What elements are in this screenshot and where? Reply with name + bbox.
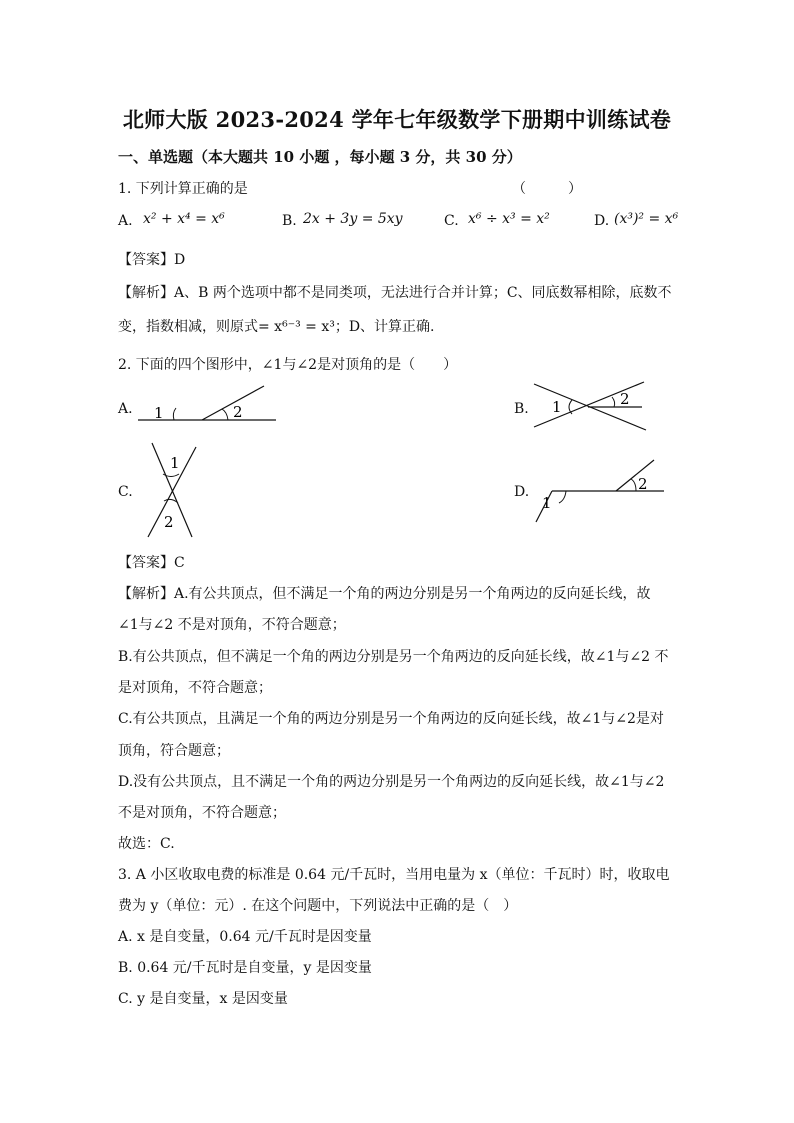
q2-analysis-line5: C.有公共顶点，且满足一个角的两边分别是另一个角两边的反向延长线，故∠1与∠2是对 (118, 711, 664, 727)
q2-answer: 【答案】C (118, 555, 185, 571)
q2-analysis-line1: 【解析】A.有公共顶点，但不满足一个角的两边分别是另一个角两边的反向延长线，故 (118, 586, 651, 602)
q3-option-c: C. y 是自变量，x 是因变量 (118, 991, 288, 1007)
figure-b (532, 380, 650, 434)
q2-analysis-line2: ∠1与∠2 不是对顶角，不符合题意； (118, 617, 346, 633)
fig-c-label: C. (118, 484, 133, 500)
q1-option-a-math: x² + x⁴ = x⁶ (143, 211, 225, 227)
q1-analysis-line1: 【解析】A、B 两个选项中都不是同类项，无法进行合并计算；C、同底数幂相除，底数不 (118, 285, 672, 301)
q3-stem-line1: 3. A 小区收取电费的标准是 0.64 元/千瓦时，当用电量为 x（单位：千瓦时）时，收取电 (118, 867, 670, 883)
q1-option-d-math: (x³)² = x⁶ (614, 211, 679, 227)
q1-option-a-label: A. (118, 213, 133, 229)
q1-analysis-line2: 变，指数相减，则原式= x⁶⁻³ = x³；D、计算正确. (118, 319, 435, 335)
fig-a-angle-1: 1 (154, 404, 164, 422)
figure-d (534, 456, 666, 526)
fig-d-angle-1: 1 (542, 494, 552, 512)
q3-stem-line2: 费为 y（单位：元）. 在这个问题中，下列说法中正确的是（ ） (118, 898, 518, 914)
q2-analysis-line3: B.有公共顶点，但不满足一个角的两边分别是另一个角两边的反向延长线，故∠1与∠2 不 (118, 649, 669, 665)
q2-analysis-line4: 是对顶角，不符合题意； (118, 680, 272, 696)
figure-a (136, 382, 280, 426)
q1-stem: 1. 下列计算正确的是 (118, 181, 248, 197)
fig-b-label: B. (514, 401, 529, 417)
q2-analysis-line6: 顶角，符合题意； (118, 743, 230, 759)
q2-analysis-line9: 故选：C. (118, 836, 175, 852)
q3-option-a: A. x 是自变量，0.64 元/千瓦时是因变量 (118, 929, 372, 945)
fig-d-label: D. (514, 484, 530, 500)
fig-d-angle-2: 2 (638, 475, 648, 493)
q2-analysis-line8: 不是对顶角，不符合题意； (118, 805, 286, 821)
figure-c (138, 441, 206, 539)
q1-option-c-math: x⁶ ÷ x³ = x² (468, 211, 550, 227)
q1-option-b-math: 2x + 3y = 5xy (303, 211, 403, 227)
fig-c-angle-1: 1 (170, 454, 180, 472)
q1-answer: 【答案】D (118, 252, 186, 268)
q2-analysis-line7: D.没有公共顶点，且不满足一个角的两边分别是另一个角两边的反向延长线，故∠1与∠2 (118, 774, 665, 790)
q1-option-c-label: C. (444, 213, 459, 229)
q2-stem: 2. 下面的四个图形中，∠1与∠2是对顶角的是（ ） (118, 357, 458, 373)
q1-option-b-label: B. (282, 213, 297, 229)
q3-option-b: B. 0.64 元/千瓦时是自变量，y 是因变量 (118, 960, 372, 976)
fig-a-angle-2: 2 (233, 403, 243, 421)
q1-bracket: （ ） (512, 181, 582, 197)
q1-option-d-label: D. (594, 213, 610, 229)
page-title: 北师大版 2023-2024 学年七年级数学下册期中训练试卷 (122, 107, 672, 132)
fig-a-label: A. (118, 401, 133, 417)
fig-c-angle-2: 2 (164, 513, 174, 531)
fig-b-angle-2: 2 (620, 390, 630, 408)
section-heading: 一、单选题（本大题共 10 小题 ，每小题 3 分，共 30 分） (118, 148, 522, 166)
fig-b-angle-1: 1 (552, 398, 562, 416)
